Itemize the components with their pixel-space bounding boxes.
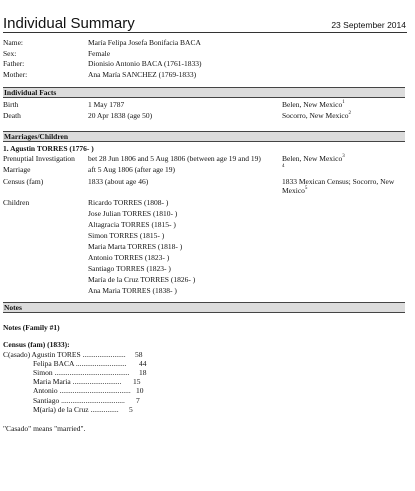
- notes-footnote: "Casado" means "married".: [3, 424, 86, 433]
- census-line-name: Simon ........................................: [33, 368, 130, 377]
- name-value: María Felipa Josefa Bonifacia BACA: [88, 38, 201, 47]
- census-line-name: M(aría) de la Cruz ...............: [33, 405, 119, 414]
- birth-label: Birth: [3, 100, 19, 109]
- child-item: Ana Maria TORRES (1838- ): [88, 286, 177, 295]
- children-label: Children: [3, 198, 30, 207]
- census-line-name: Maria Maria ..........................: [33, 377, 122, 386]
- notes-family-heading: Notes (Family #1): [3, 323, 60, 332]
- census-line-age: 44: [139, 359, 147, 368]
- mother-value: Ana María SANCHEZ (1769-1833): [88, 70, 197, 79]
- birth-place: Belen, New Mexico$^1$: [282, 100, 345, 109]
- marriages-heading: Marriages/Children: [4, 132, 69, 141]
- child-item: Jose Julian TORRES (1810- ): [88, 209, 178, 218]
- facts-heading: Individual Facts: [4, 88, 57, 97]
- prenuptial-place: Belen, New Mexico$^3$: [282, 154, 345, 163]
- death-date: 20 Apr 1838 (age 50): [88, 111, 153, 120]
- census-line-name: C(asado) Agustin TORES .......................: [3, 350, 126, 359]
- child-item: Maria Marta TORRES (1818- ): [88, 242, 183, 251]
- title-rule: [3, 32, 407, 33]
- marriage-value: aft 5 Aug 1806 (after age 19): [88, 165, 176, 174]
- marriage-label: Marriage: [3, 165, 31, 174]
- birth-footnote: 1: [342, 100, 345, 105]
- marriages-section-header: [3, 131, 405, 142]
- census-place: 1833 Mexican Census; Socorro, New: [282, 177, 395, 186]
- census-line-name: Felipa BACA ...........................: [33, 359, 127, 368]
- death-footnote: 2: [348, 111, 351, 116]
- census-line-age: 15: [133, 377, 141, 386]
- census-line-name: Antonio ......................................: [33, 386, 131, 395]
- child-item: María de la Cruz TORRES (1826- ): [88, 275, 196, 284]
- name-label: Name:: [3, 38, 23, 47]
- census-line-age: 10: [136, 386, 144, 395]
- prenuptial-label: Prenuptial Investigation: [3, 154, 75, 163]
- child-item: Altagracia TORRES (1815- ): [88, 220, 176, 229]
- facts-section-header: [3, 87, 405, 98]
- mother-label: Mother:: [3, 70, 28, 79]
- sex-label: Sex:: [3, 49, 17, 58]
- child-item: Simon TORRES (1815- ): [88, 231, 165, 240]
- father-value: Dionisio Antonio BACA (1761-1833): [88, 59, 202, 68]
- death-label: Death: [3, 111, 21, 120]
- father-label: Father:: [3, 59, 25, 68]
- census-line-age: 5: [129, 405, 133, 414]
- census-place-cont: Mexico$^5$: [282, 186, 308, 195]
- census-value: 1833 (about age 46): [88, 177, 149, 186]
- notes-section-header: [3, 302, 405, 313]
- child-item: Santiago TORRES (1823- ): [88, 264, 171, 273]
- spouse-heading: 1. Agustin TORRES (1776- ): [3, 144, 94, 153]
- document-title: Individual Summary: [3, 15, 135, 32]
- birth-date: 1 May 1787: [88, 100, 125, 109]
- prenuptial-footnote: 3: [342, 154, 345, 159]
- child-item: Antonio TORRES (1823- ): [88, 253, 170, 262]
- document-date: 23 September 2014: [331, 20, 406, 30]
- census-line-age: 58: [135, 350, 143, 359]
- census-line-age: 18: [139, 368, 147, 377]
- census-label: Census (fam): [3, 177, 44, 186]
- census-footnote: 5: [304, 186, 308, 191]
- marriage-footnote: 4: [282, 164, 285, 169]
- census-line-age: 7: [136, 396, 140, 405]
- child-item: Ricardo TORRES (1808- ): [88, 198, 169, 207]
- sex-value: Female: [88, 49, 111, 58]
- notes-heading: Notes: [4, 303, 22, 312]
- census-line-name: Santiago ..................................: [33, 396, 125, 405]
- notes-census-heading: Census (fam) (1833):: [3, 340, 70, 349]
- prenuptial-value: bet 28 Jun 1806 and 5 Aug 1806 (between age 19 and 19): [88, 154, 261, 163]
- death-place: Socorro, New Mexico$^2$: [282, 111, 351, 120]
